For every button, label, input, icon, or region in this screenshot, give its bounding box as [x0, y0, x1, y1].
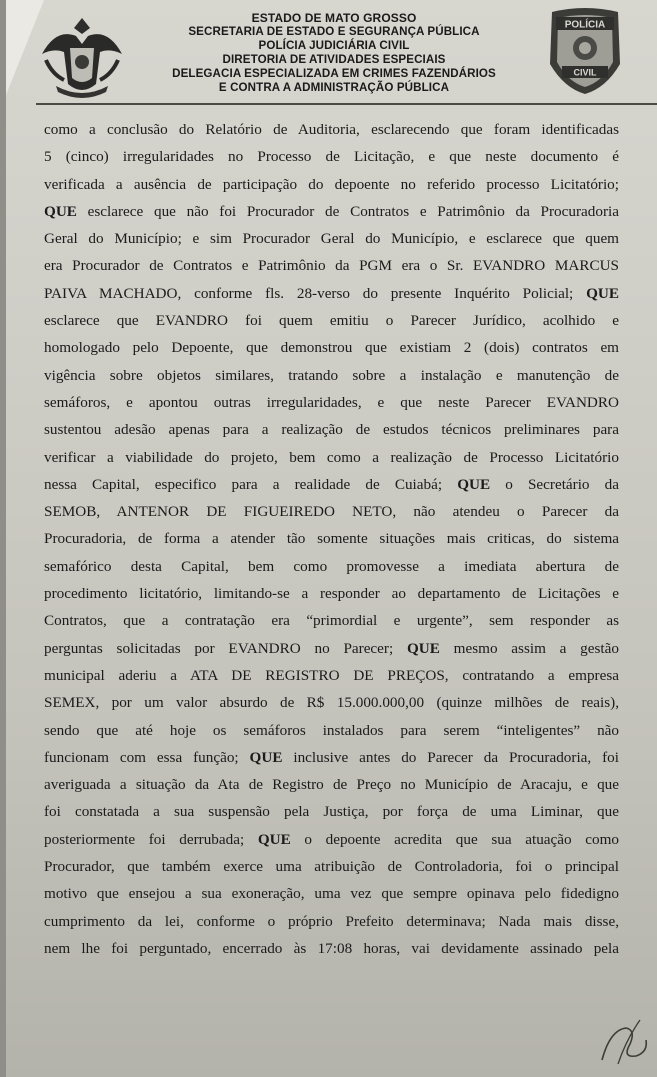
deposition-text [44, 116, 619, 962]
text-line [44, 280, 619, 307]
text-line [44, 607, 619, 634]
document-page [6, 0, 657, 1077]
text-segment: verificada a ausência de participação do depoente no referido processo Licitatório; [44, 175, 619, 193]
text-line [44, 744, 619, 771]
text-segment: sendo que até hoje os semáforos instalados para serem “inteligentes” não [44, 721, 619, 739]
badge-bottom-text: CIVIL [573, 67, 597, 78]
police-badge-icon [546, 4, 624, 96]
text-segment: Geral do Município; e sim Procurador Geral do Município, e esclarece que quem [44, 230, 619, 248]
bold-que-marker: QUE [249, 748, 283, 766]
header-divider [36, 103, 657, 105]
text-segment: procedimento licitatório, limitando-se a responder ao departamento de Licitações e [44, 585, 619, 603]
letterhead-line: E CONTRA A ADMINISTRAÇÃO PÚBLICA [218, 81, 450, 94]
text-line [44, 826, 619, 853]
text-segment: Contratos, que a contratação era “primordial e urgente”, sem responder as [44, 612, 619, 630]
text-segment: SEMEX, por um valor absurdo de R$ 15.000.000,00 (quinze milhões de reais), [44, 694, 619, 712]
letterhead-line: ESTADO DE MATO GROSSO [251, 11, 417, 25]
text-line [44, 717, 619, 744]
text-segment: 5 (cinco) irregularidades no Processo de Licitação, e que neste documento é [44, 148, 619, 166]
bold-que-marker: QUE [457, 475, 491, 493]
text-line [44, 225, 619, 252]
letterhead-line: POLÍCIA JUDICIÁRIA CIVIL [258, 39, 410, 52]
text-segment: nessa Capital, especifico para a realidade de Cuiabá; [44, 475, 458, 493]
bold-que-marker: QUE [44, 202, 77, 220]
handwritten-signature [596, 1000, 656, 1070]
text-line [44, 143, 619, 170]
text-line [44, 771, 619, 798]
text-segment: averiguada a situação da Ata de Registro de Preço no Município de Aracaju, e que [44, 776, 619, 794]
text-segment: perguntas solicitadas por EVANDRO no Parecer; [44, 639, 407, 657]
text-segment: inclusive antes do Parecer da Procuradoria, foi [282, 748, 619, 766]
text-line [44, 908, 619, 935]
state-coat-of-arms-icon [36, 14, 128, 100]
letterhead-title-block [134, 11, 534, 95]
text-segment: esclarece que EVANDRO foi quem emitiu o Parecer Jurídico, acolhido e [44, 312, 619, 330]
badge-top-text: POLÍCIA [564, 19, 606, 31]
text-segment: municipal aderiu a ATA DE REGISTRO DE PREÇOS, contratando a empresa [44, 666, 619, 684]
text-segment: SEMOB, ANTENOR DE FIGUEIREDO NETO, não atendeu o Parecer da [44, 503, 619, 521]
text-segment: era Procurador de Contratos e Patrimônio da PGM era o Sr. EVANDRO MARCUS [44, 257, 619, 275]
text-line [44, 334, 619, 361]
text-line [44, 198, 619, 225]
text-segment: nem lhe foi perguntado, encerrado às 17:08 horas, vai devidamente assinado pela [44, 939, 619, 957]
letterhead-line: DIRETORIA DE ATIVIDADES ESPECIAIS [222, 53, 446, 66]
text-segment: foi constatada a sua suspensão pela Justiça, por força de uma Liminar, que [44, 803, 619, 821]
text-segment: semafórico desta Capital, bem como promovesse a imediata abertura de [44, 557, 619, 575]
text-segment: Procuradoria, de forma a atender tão somente situações mais criticas, do sistema [44, 530, 619, 548]
text-line [44, 525, 619, 552]
text-segment: mesmo assim a gestão [439, 639, 619, 657]
text-segment: o Secretário da [490, 475, 619, 493]
text-line [44, 252, 619, 279]
text-line [44, 444, 619, 471]
text-line [44, 389, 619, 416]
text-segment: semáforos, e apontou outras irregularidades, e que neste Parecer EVANDRO [44, 393, 619, 411]
text-line [44, 116, 619, 143]
bold-que-marker: QUE [586, 284, 619, 302]
text-segment: homologado pelo Depoente, que demonstrou que existiam 2 (dois) contratos em [44, 339, 619, 357]
text-line [44, 880, 619, 907]
text-line [44, 689, 619, 716]
text-line [44, 853, 619, 880]
text-segment: Procurador, que também exerce uma atribuição de Controladoria, foi o principal [44, 858, 619, 876]
text-line [44, 498, 619, 525]
text-segment: motivo que ensejou a sua exoneração, uma vez que sempre opinava pelo fidedigno [44, 885, 619, 903]
text-line [44, 553, 619, 580]
text-segment: esclarece que não foi Procurador de Contratos e Patrimônio da Procuradoria [76, 202, 619, 220]
text-line [44, 416, 619, 443]
text-line [44, 471, 619, 498]
text-line [44, 171, 619, 198]
text-segment: verificar a viabilidade do projeto, bem como a realização de Processo Licitatório [44, 448, 619, 466]
text-segment: PAIVA MACHADO, conforme fls. 28-verso do presente Inquérito Policial; [44, 284, 587, 302]
text-line [44, 635, 619, 662]
text-line [44, 798, 619, 825]
text-segment: posteriormente foi derrubada; [44, 830, 258, 848]
text-line [44, 580, 619, 607]
letterhead-line: SECRETARIA DE ESTADO E SEGURANÇA PÚBLICA [188, 25, 480, 38]
bold-que-marker: QUE [406, 639, 440, 657]
text-line [44, 662, 619, 689]
text-segment: o depoente acredita que sua atuação como [290, 830, 619, 848]
text-segment: sustentou adesão apenas para a realização de estudos técnicos preliminares para [44, 421, 619, 439]
letterhead [6, 0, 657, 110]
letterhead-line: DELEGACIA ESPECIALIZADA EM CRIMES FAZENDÁRIOS [172, 67, 496, 80]
text-line [44, 935, 619, 962]
text-line [44, 307, 619, 334]
text-segment: vigência sobre objetos similares, tratando sobre a instalação e manutenção de [44, 366, 619, 384]
text-segment: funcionam com essa função; [44, 748, 250, 766]
text-line [44, 362, 619, 389]
text-segment: como a conclusão do Relatório de Auditoria, esclarecendo que foram identificadas [44, 121, 619, 138]
bold-que-marker: QUE [257, 830, 291, 848]
text-segment: cumprimento da lei, conforme o próprio Prefeito determinava; Nada mais disse, [44, 912, 619, 930]
